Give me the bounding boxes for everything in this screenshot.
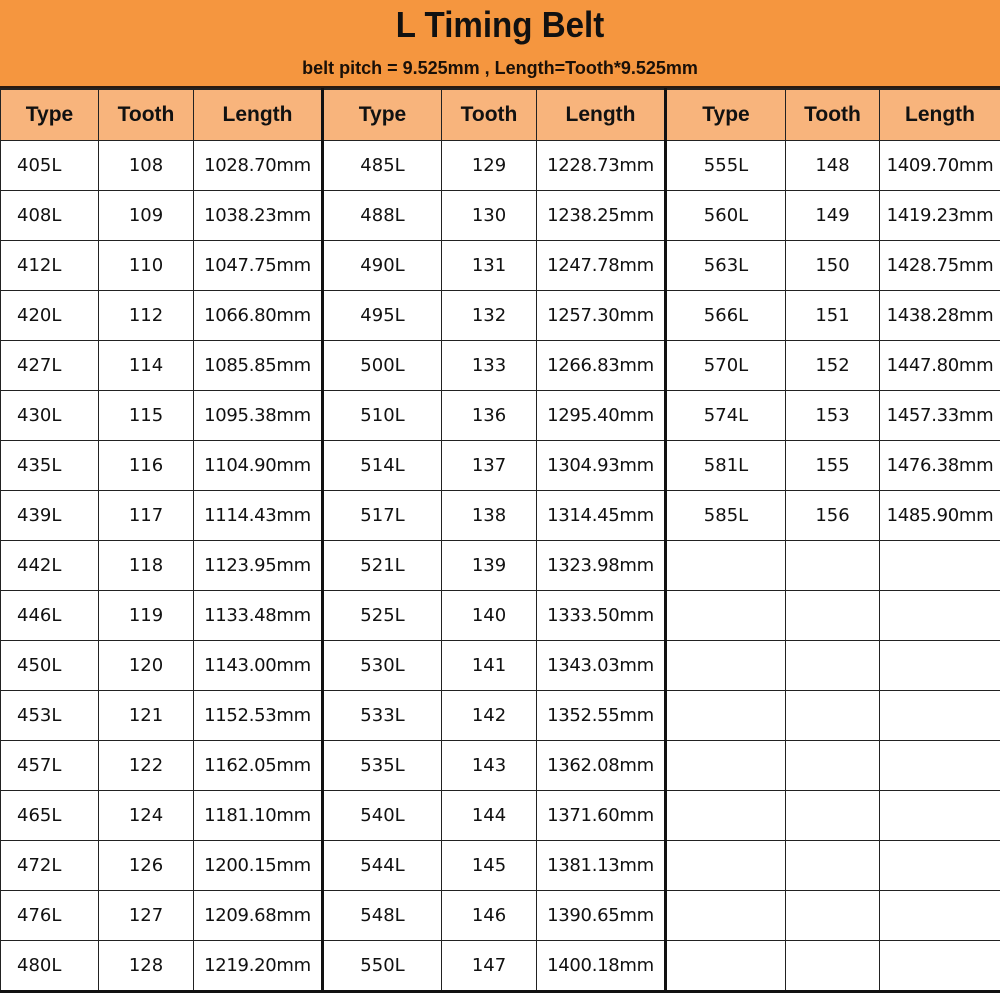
cell-length: 1200.15mm — [194, 841, 323, 891]
cell-length: 1181.10mm — [194, 791, 323, 841]
cell-tooth: 115 — [99, 391, 194, 441]
cell-type: 535L — [323, 741, 442, 791]
cell-type: 540L — [323, 791, 442, 841]
cell-type — [666, 591, 786, 641]
cell-tooth — [786, 841, 880, 891]
cell-type: 574L — [666, 391, 786, 441]
cell-tooth: 155 — [786, 441, 880, 491]
cell-tooth: 110 — [99, 241, 194, 291]
cell-tooth: 139 — [442, 541, 537, 591]
cell-length: 1333.50mm — [537, 591, 666, 641]
cell-type: 495L — [323, 291, 442, 341]
cell-tooth: 117 — [99, 491, 194, 541]
table-row — [1, 391, 1000, 441]
cell-tooth: 144 — [442, 791, 537, 841]
cell-tooth: 127 — [99, 891, 194, 941]
cell-length — [880, 541, 1000, 591]
table-row — [1, 641, 1000, 691]
cell-length: 1476.38mm — [880, 441, 1000, 491]
cell-tooth: 129 — [442, 141, 537, 191]
cell-tooth: 131 — [442, 241, 537, 291]
cell-length: 1352.55mm — [537, 691, 666, 741]
cell-tooth: 114 — [99, 341, 194, 391]
header-tooth: Tooth — [786, 89, 880, 141]
table-row — [1, 441, 1000, 491]
page-title: L Timing Belt — [395, 4, 605, 45]
cell-length: 1485.90mm — [880, 491, 1000, 541]
header-length: Length — [194, 89, 323, 141]
cell-type: 500L — [323, 341, 442, 391]
cell-tooth: 137 — [442, 441, 537, 491]
cell-tooth: 140 — [442, 591, 537, 641]
cell-tooth — [786, 891, 880, 941]
cell-type: 490L — [323, 241, 442, 291]
cell-type: 457L — [1, 741, 99, 791]
cell-tooth: 152 — [786, 341, 880, 391]
cell-length: 1219.20mm — [194, 941, 323, 992]
header-tooth: Tooth — [99, 89, 194, 141]
cell-tooth: 153 — [786, 391, 880, 441]
cell-type — [666, 841, 786, 891]
cell-type: 510L — [323, 391, 442, 441]
cell-type: 550L — [323, 941, 442, 992]
cell-length: 1238.25mm — [537, 191, 666, 241]
cell-length — [880, 741, 1000, 791]
cell-tooth — [786, 641, 880, 691]
cell-tooth: 119 — [99, 591, 194, 641]
cell-type: 408L — [1, 191, 99, 241]
cell-type — [666, 691, 786, 741]
cell-type: 472L — [1, 841, 99, 891]
cell-length: 1371.60mm — [537, 791, 666, 841]
cell-tooth: 138 — [442, 491, 537, 541]
cell-length: 1095.38mm — [194, 391, 323, 441]
table-row — [1, 591, 1000, 641]
cell-tooth: 141 — [442, 641, 537, 691]
cell-type: 412L — [1, 241, 99, 291]
cell-length: 1038.23mm — [194, 191, 323, 241]
header-length: Length — [880, 89, 1000, 141]
table-row — [1, 541, 1000, 591]
cell-length: 1314.45mm — [537, 491, 666, 541]
cell-tooth: 132 — [442, 291, 537, 341]
table-row — [1, 941, 1000, 992]
cell-type: 442L — [1, 541, 99, 591]
cell-length: 1085.85mm — [194, 341, 323, 391]
cell-tooth: 121 — [99, 691, 194, 741]
cell-length: 1409.70mm — [880, 141, 1000, 191]
cell-tooth: 124 — [99, 791, 194, 841]
cell-length: 1133.48mm — [194, 591, 323, 641]
cell-length: 1419.23mm — [880, 191, 1000, 241]
cell-tooth: 112 — [99, 291, 194, 341]
cell-length: 1066.80mm — [194, 291, 323, 341]
cell-length: 1162.05mm — [194, 741, 323, 791]
cell-length — [880, 891, 1000, 941]
cell-type — [666, 791, 786, 841]
cell-type: 405L — [1, 141, 99, 191]
cell-tooth: 118 — [99, 541, 194, 591]
cell-length: 1323.98mm — [537, 541, 666, 591]
cell-tooth — [786, 691, 880, 741]
cell-type — [666, 891, 786, 941]
cell-type: 581L — [666, 441, 786, 491]
cell-tooth: 126 — [99, 841, 194, 891]
header-row — [1, 89, 1000, 141]
cell-length: 1209.68mm — [194, 891, 323, 941]
cell-length: 1428.75mm — [880, 241, 1000, 291]
header-type: Type — [666, 89, 786, 141]
cell-tooth: 156 — [786, 491, 880, 541]
timing-belt-table — [0, 88, 1000, 993]
cell-length: 1390.65mm — [537, 891, 666, 941]
cell-tooth: 130 — [442, 191, 537, 241]
cell-tooth: 143 — [442, 741, 537, 791]
cell-type: 533L — [323, 691, 442, 741]
table-row — [1, 691, 1000, 741]
cell-length: 1104.90mm — [194, 441, 323, 491]
cell-tooth: 116 — [99, 441, 194, 491]
header-type: Type — [1, 89, 99, 141]
cell-type — [666, 741, 786, 791]
cell-length: 1457.33mm — [880, 391, 1000, 441]
cell-tooth: 122 — [99, 741, 194, 791]
cell-type: 555L — [666, 141, 786, 191]
cell-tooth: 151 — [786, 291, 880, 341]
cell-length: 1123.95mm — [194, 541, 323, 591]
cell-type: 465L — [1, 791, 99, 841]
table-row — [1, 741, 1000, 791]
cell-tooth: 142 — [442, 691, 537, 741]
cell-tooth: 149 — [786, 191, 880, 241]
cell-tooth: 145 — [442, 841, 537, 891]
cell-type: 453L — [1, 691, 99, 741]
cell-type: 435L — [1, 441, 99, 491]
cell-type: 430L — [1, 391, 99, 441]
cell-length: 1447.80mm — [880, 341, 1000, 391]
cell-tooth — [786, 791, 880, 841]
table-row — [1, 291, 1000, 341]
table-row — [1, 341, 1000, 391]
cell-length — [880, 691, 1000, 741]
cell-type: 439L — [1, 491, 99, 541]
cell-tooth: 148 — [786, 141, 880, 191]
cell-type — [666, 641, 786, 691]
cell-tooth: 150 — [786, 241, 880, 291]
cell-type: 427L — [1, 341, 99, 391]
cell-length: 1228.73mm — [537, 141, 666, 191]
cell-length: 1381.13mm — [537, 841, 666, 891]
table-row — [1, 141, 1000, 191]
cell-type: 514L — [323, 441, 442, 491]
cell-tooth: 146 — [442, 891, 537, 941]
cell-type: 446L — [1, 591, 99, 641]
cell-length: 1304.93mm — [537, 441, 666, 491]
cell-type: 485L — [323, 141, 442, 191]
table-row — [1, 491, 1000, 541]
cell-type: 450L — [1, 641, 99, 691]
cell-type — [666, 941, 786, 992]
title-banner — [0, 0, 1000, 88]
cell-tooth — [786, 591, 880, 641]
cell-type: 480L — [1, 941, 99, 992]
cell-type: 525L — [323, 591, 442, 641]
cell-tooth: 147 — [442, 941, 537, 992]
cell-type: 560L — [666, 191, 786, 241]
cell-length — [880, 941, 1000, 992]
cell-length: 1028.70mm — [194, 141, 323, 191]
table-row — [1, 841, 1000, 891]
cell-length: 1247.78mm — [537, 241, 666, 291]
cell-tooth: 136 — [442, 391, 537, 441]
cell-length: 1047.75mm — [194, 241, 323, 291]
cell-length: 1295.40mm — [537, 391, 666, 441]
cell-type: 488L — [323, 191, 442, 241]
header-length: Length — [537, 89, 666, 141]
cell-type: 585L — [666, 491, 786, 541]
cell-length: 1362.08mm — [537, 741, 666, 791]
header-tooth: Tooth — [442, 89, 537, 141]
cell-tooth: 133 — [442, 341, 537, 391]
cell-length — [880, 841, 1000, 891]
cell-length — [880, 591, 1000, 641]
cell-tooth — [786, 941, 880, 992]
table-row — [1, 791, 1000, 841]
cell-type: 517L — [323, 491, 442, 541]
cell-length: 1114.43mm — [194, 491, 323, 541]
cell-length: 1266.83mm — [537, 341, 666, 391]
cell-length: 1438.28mm — [880, 291, 1000, 341]
cell-type: 521L — [323, 541, 442, 591]
header-type: Type — [323, 89, 442, 141]
cell-length: 1400.18mm — [537, 941, 666, 992]
cell-tooth: 108 — [99, 141, 194, 191]
cell-type: 566L — [666, 291, 786, 341]
cell-length: 1343.03mm — [537, 641, 666, 691]
cell-length: 1152.53mm — [194, 691, 323, 741]
cell-type: 570L — [666, 341, 786, 391]
table-row — [1, 191, 1000, 241]
cell-type: 544L — [323, 841, 442, 891]
table-row — [1, 241, 1000, 291]
cell-type: 476L — [1, 891, 99, 941]
cell-length: 1257.30mm — [537, 291, 666, 341]
cell-length: 1143.00mm — [194, 641, 323, 691]
cell-type: 548L — [323, 891, 442, 941]
cell-tooth — [786, 741, 880, 791]
cell-type: 420L — [1, 291, 99, 341]
cell-length — [880, 641, 1000, 691]
cell-tooth: 128 — [99, 941, 194, 992]
cell-type: 530L — [323, 641, 442, 691]
cell-tooth: 120 — [99, 641, 194, 691]
cell-tooth: 109 — [99, 191, 194, 241]
cell-length — [880, 791, 1000, 841]
page-subtitle: belt pitch = 9.525mm , Length=Tooth*9.525mm — [302, 58, 698, 78]
cell-tooth — [786, 541, 880, 591]
cell-type: 563L — [666, 241, 786, 291]
table-row — [1, 891, 1000, 941]
cell-type — [666, 541, 786, 591]
